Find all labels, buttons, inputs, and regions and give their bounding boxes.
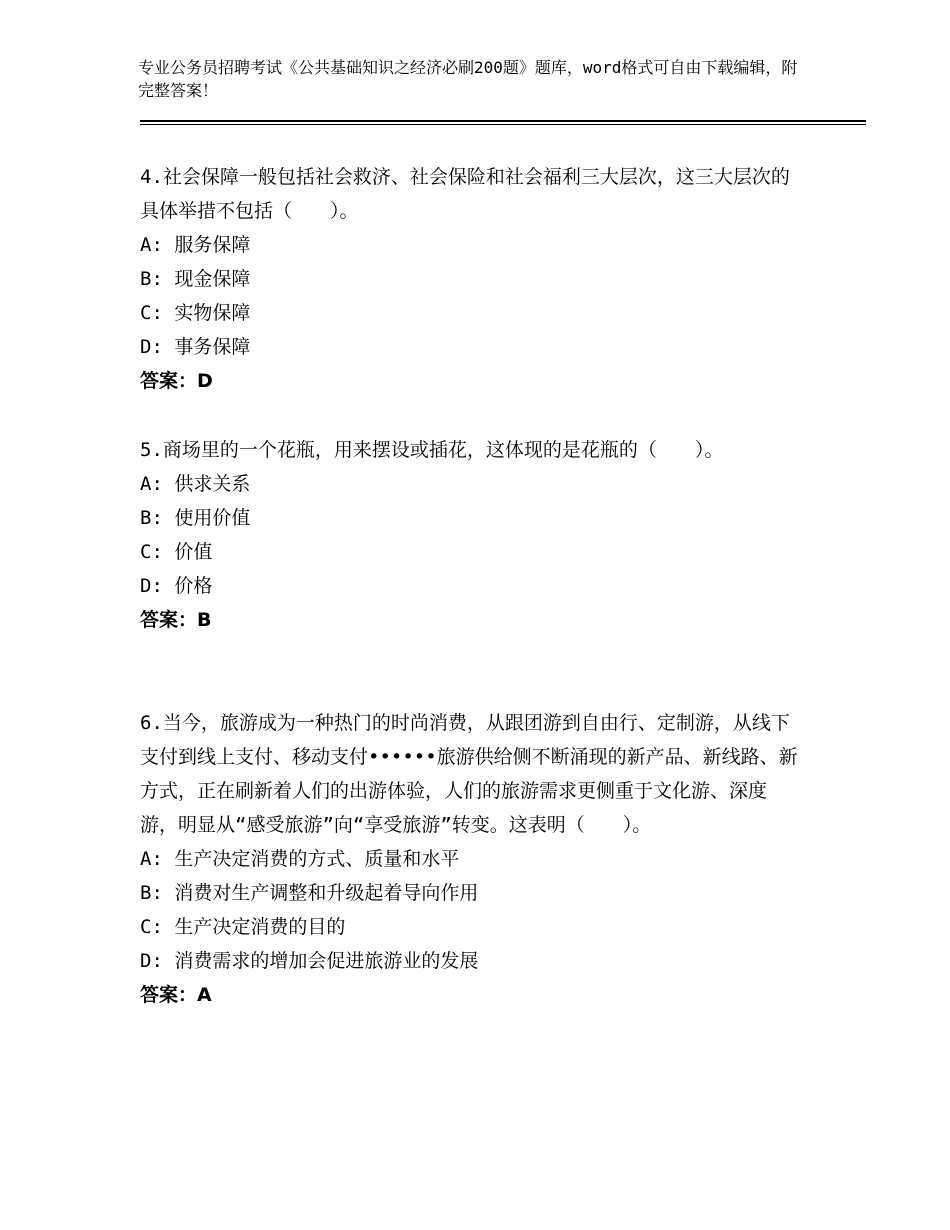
option-b: B: 使用价值: [140, 507, 251, 529]
option-d: D: 消费需求的增加会促进旅游业的发展: [140, 950, 479, 972]
option-d: D: 事务保障: [140, 336, 251, 358]
header-text: 专业公务员招聘考试《公共基础知识之经济必刷200题》题库，word格式可自由下载编辑，附完整答案！: [138, 58, 798, 100]
option-d: D: 价格: [140, 575, 213, 597]
option-b: B: 现金保障: [140, 268, 251, 290]
question-4: [140, 160, 800, 398]
answer: 答案：D: [140, 370, 213, 392]
header-divider: [140, 120, 866, 122]
question-stem: 4.社会保障一般包括社会救济、社会保险和社会福利三大层次，这三大层次的具体举措不包括（ ）。: [140, 166, 790, 222]
option-c: C: 实物保障: [140, 302, 251, 324]
question-6: [140, 706, 800, 1012]
header-divider-thin: [140, 124, 866, 125]
option-c: C: 价值: [140, 541, 213, 563]
option-a: A: 服务保障: [140, 234, 251, 256]
answer: 答案：B: [140, 609, 212, 631]
answer: 答案：A: [140, 984, 212, 1006]
question-stem: 6.当今，旅游成为一种热门的时尚消费，从跟团游到自由行、定制游，从线下支付到线上支付、移动支付••••••旅游供给侧不断涌现的新产品、新线路、新方式，正在刷新着人们的出游体验，人们的旅游需求更侧重于文化游、深度游，明显从“感受旅游”向“享受旅游”转变。这表明（ ）。: [140, 712, 798, 836]
option-a: A: 供求关系: [140, 473, 251, 495]
option-a: A: 生产决定消费的方式、质量和水平: [140, 848, 460, 870]
option-c: C: 生产决定消费的目的: [140, 916, 346, 938]
question-5: [140, 433, 800, 637]
option-b: B: 消费对生产调整和升级起着导向作用: [140, 882, 479, 904]
question-stem: 5.商场里的一个花瓶，用来摆设或插花，这体现的是花瓶的（ ）。: [140, 439, 724, 461]
document-header: [138, 56, 808, 102]
